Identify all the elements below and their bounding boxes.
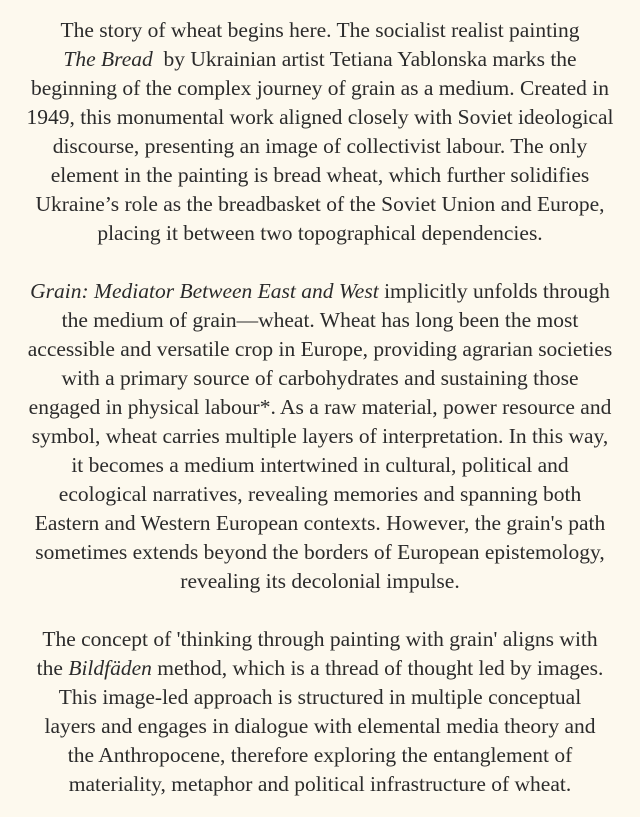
- text-line: [0, 103, 640, 132]
- text-line: [0, 712, 640, 741]
- text-segment: the: [36, 656, 69, 680]
- text-segment: it becomes a medium intertwined in cultural, political and: [71, 453, 569, 477]
- text-segment: Eastern and Western European contexts. However, the grain's path: [34, 511, 606, 535]
- text-segment: engaged in physical labour*. As a raw material, power resource and: [28, 395, 612, 419]
- text-line: [0, 654, 640, 683]
- text-line: [0, 480, 640, 509]
- text-segment: with a primary source of carbohydrates and sustaining those: [61, 366, 579, 390]
- text-segment: ecological narratives, revealing memories and spanning both: [58, 482, 582, 506]
- text-segment: the medium of grain—wheat. Wheat has long been the most: [61, 308, 579, 332]
- text-segment: sometimes extends beyond the borders of European epistemology,: [35, 540, 605, 564]
- text-segment: discourse, presenting an image of collectivist labour. The only: [52, 134, 588, 158]
- text-line: [0, 219, 640, 248]
- italic-title: Bildfäden: [68, 656, 152, 680]
- italic-title: The Bread: [63, 47, 153, 71]
- text-line: [0, 190, 640, 219]
- paragraph: [0, 277, 640, 596]
- text-line: [0, 567, 640, 596]
- text-segment: beginning of the complex journey of grain as a medium. Created in: [31, 76, 609, 100]
- text-segment: element in the painting is bread wheat, which further solidifies: [50, 163, 590, 187]
- text-segment: accessible and versatile crop in Europe, providing agrarian societies: [27, 337, 613, 361]
- text-line: [0, 364, 640, 393]
- text-segment: layers and engages in dialogue with elemental media theory and: [44, 714, 596, 738]
- text-line: [0, 74, 640, 103]
- paragraph: [0, 16, 640, 248]
- text-line: [0, 45, 640, 74]
- text-segment: Ukraine’s role as the breadbasket of the Soviet Union and Europe,: [35, 192, 605, 216]
- text-line: [0, 277, 640, 306]
- text-segment: The concept of 'thinking through painting with grain' aligns with: [42, 627, 598, 651]
- text-line: [0, 625, 640, 654]
- text-line: [0, 683, 640, 712]
- text-segment: by Ukrainian artist Tetiana Yablonska marks the: [152, 47, 577, 71]
- text-segment: 1949, this monumental work aligned closely with Soviet ideological: [26, 105, 614, 129]
- text-segment: method, which is a thread of thought led by images.: [151, 656, 604, 680]
- text-line: [0, 335, 640, 364]
- text-line: [0, 741, 640, 770]
- text-line: [0, 509, 640, 538]
- text-segment: The story of wheat begins here. The socialist realist painting: [60, 18, 580, 42]
- text-segment: revealing its decolonial impulse.: [180, 569, 460, 593]
- text-line: [0, 161, 640, 190]
- text-line: [0, 451, 640, 480]
- paragraph: [0, 625, 640, 799]
- text-segment: the Anthropocene, therefore exploring the entanglement of: [67, 743, 573, 767]
- text-line: [0, 306, 640, 335]
- text-line: [0, 770, 640, 799]
- text-segment: implicitly unfolds through: [378, 279, 610, 303]
- text-segment: This image-led approach is structured in multiple conceptual: [58, 685, 582, 709]
- text-line: [0, 422, 640, 451]
- text-segment: materiality, metaphor and political infrastructure of wheat.: [68, 772, 572, 796]
- text-line: [0, 538, 640, 567]
- italic-title: Grain: Mediator Between East and West: [30, 279, 379, 303]
- text-line: [0, 16, 640, 45]
- text-segment: placing it between two topographical dependencies.: [97, 221, 543, 245]
- text-segment: symbol, wheat carries multiple layers of interpretation. In this way,: [31, 424, 609, 448]
- text-line: [0, 393, 640, 422]
- text-line: [0, 132, 640, 161]
